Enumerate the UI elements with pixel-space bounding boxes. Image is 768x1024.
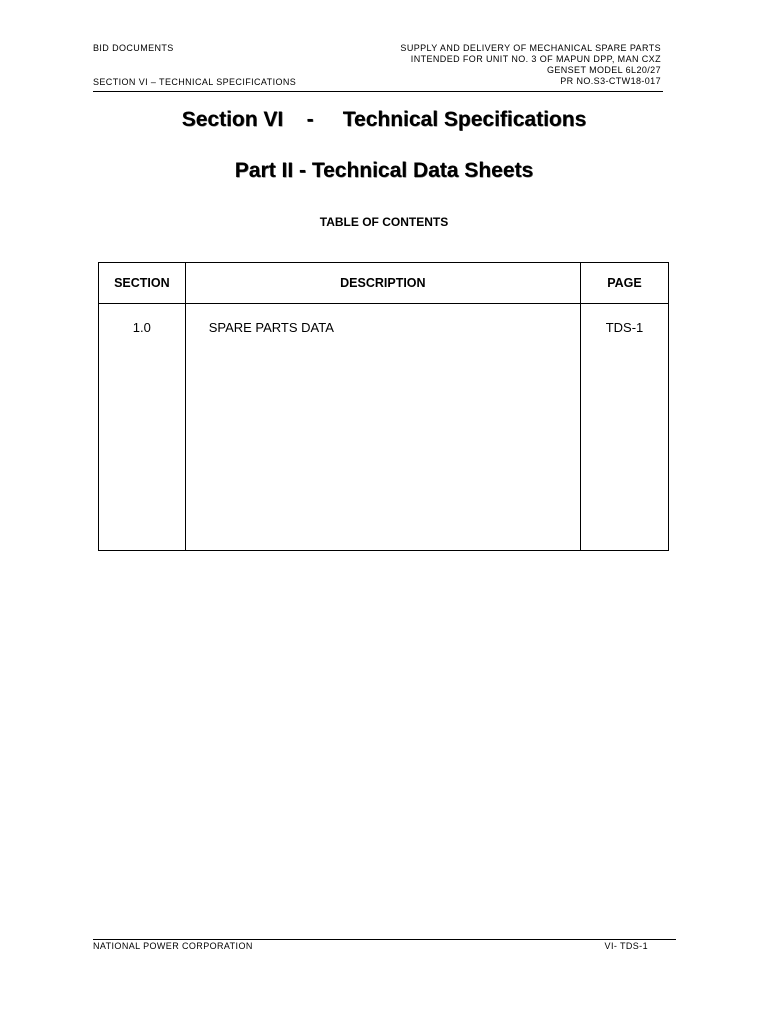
header-project-line: SUPPLY AND DELIVERY OF MECHANICAL SPARE PARTS (400, 43, 661, 53)
footer-page-number: VI- TDS-1 (604, 941, 648, 951)
header-section-label: SECTION VI – TECHNICAL SPECIFICATIONS (93, 77, 297, 87)
toc-header-row (99, 263, 669, 304)
toc-col-description: DESCRIPTION (185, 263, 580, 304)
toc-col-section: SECTION (99, 263, 186, 304)
toc-cell-section: 1.0 (99, 304, 186, 551)
table-row (99, 304, 669, 551)
header-bid-documents: BID DOCUMENTS (93, 43, 174, 53)
header-rule (93, 91, 663, 92)
page-subtitle: Part II - Technical Data Sheets (234, 159, 534, 182)
header-project-line: INTENDED FOR UNIT NO. 3 OF MAPUN DPP, MAN CXZ (410, 54, 661, 64)
page-title: Section VI - Technical Specifications (181, 108, 587, 131)
header-project-line: GENSET MODEL 6L20/27 (546, 65, 661, 75)
header-project-info (301, 43, 661, 87)
footer-organization: NATIONAL POWER CORPORATION (93, 941, 253, 951)
toc-cell-page: TDS-1 (581, 304, 669, 551)
toc-cell-description: SPARE PARTS DATA (185, 304, 580, 551)
toc-heading: TABLE OF CONTENTS (319, 215, 449, 229)
toc-col-page: PAGE (581, 263, 669, 304)
toc-table (98, 262, 669, 551)
header-project-line: PR NO.S3-CTW18-017 (560, 76, 661, 86)
footer-rule (93, 939, 676, 940)
